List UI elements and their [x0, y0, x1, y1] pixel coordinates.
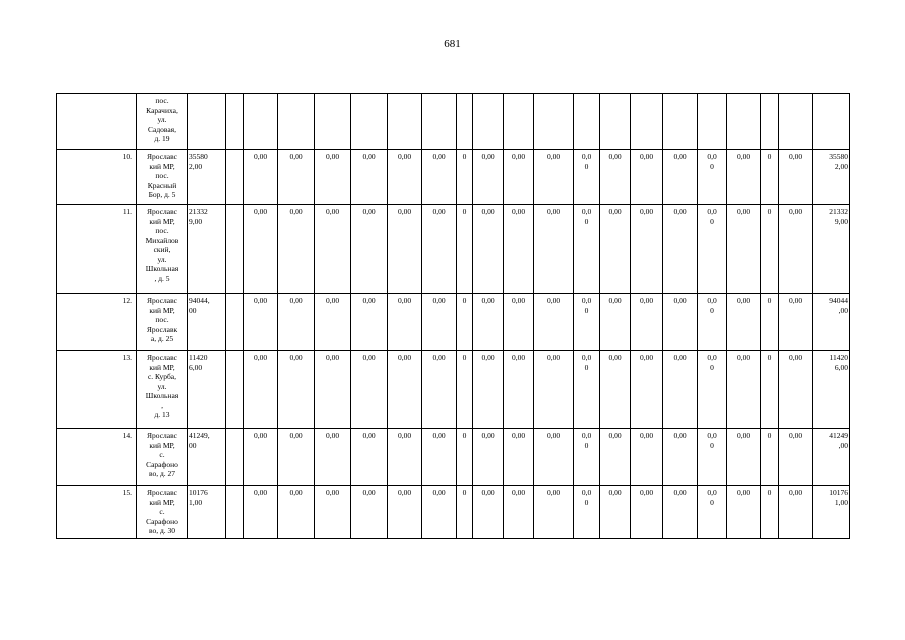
value-cell: 0,00	[422, 205, 457, 294]
value-cell: 0,00	[600, 205, 631, 294]
value-cell: 0,00	[422, 294, 457, 351]
row-number-cell: 13.	[57, 351, 137, 429]
value-cell: 0,00	[727, 486, 761, 539]
row-number-cell: 12.	[57, 294, 137, 351]
value-cell: 0,00	[663, 150, 698, 205]
total-cell: 41249, 00	[188, 429, 226, 486]
value-cell: 0,00	[473, 429, 504, 486]
value-cell: 0,00	[315, 205, 351, 294]
value-cell: 0,00	[351, 150, 388, 205]
total-cell: 21332 9,00	[188, 205, 226, 294]
value-cell: 0,00	[727, 429, 761, 486]
value-cell: 0,00	[534, 205, 574, 294]
row-number-cell: 14.	[57, 429, 137, 486]
value-cell: 0	[457, 205, 473, 294]
value-cell: 0,00	[244, 486, 278, 539]
value-cell: 0,0 0	[698, 351, 727, 429]
table-row	[57, 294, 850, 351]
value-cell: 0,00	[315, 150, 351, 205]
total-cell: 35580 2,00	[188, 150, 226, 205]
value-cell: 0	[457, 150, 473, 205]
row-number-cell	[57, 94, 137, 150]
value-cell: 0	[761, 351, 779, 429]
value-cell: 0,00	[473, 205, 504, 294]
value-cell: 0,00	[600, 294, 631, 351]
value-cell: 0	[761, 294, 779, 351]
value-cell: 0,00	[779, 486, 813, 539]
value-cell: 0,00	[278, 205, 315, 294]
value-cell: 0,00	[278, 486, 315, 539]
value-cell: 0,00	[388, 429, 422, 486]
value-cell: 0,00	[244, 294, 278, 351]
value-cell: 0,00	[351, 205, 388, 294]
value-cell: 0,0 0	[574, 150, 600, 205]
value-cell: 0,00	[631, 294, 663, 351]
value-cell: 0	[457, 351, 473, 429]
address-cell: пос. Карачиха, ул. Садовая, д. 19	[137, 94, 188, 150]
value-cell: 0,00	[388, 150, 422, 205]
value-cell	[226, 351, 244, 429]
value-cell: 0,00	[600, 429, 631, 486]
value-cell	[226, 150, 244, 205]
value-cell: 0	[761, 205, 779, 294]
value-cell: 0,00	[422, 351, 457, 429]
address-cell: Ярославс кий МР, пос. Михайлов ский, ул. Школьная , д. 5	[137, 205, 188, 294]
value-cell: 0,00	[278, 429, 315, 486]
end-total-cell: 41249 ,00	[813, 429, 850, 486]
row-number-cell: 11.	[57, 205, 137, 294]
value-cell: 0,00	[779, 205, 813, 294]
value-cell: 0	[457, 429, 473, 486]
end-total-cell: 10176 1,00	[813, 486, 850, 539]
value-cell: 0,0 0	[698, 205, 727, 294]
value-cell: 0,00	[422, 429, 457, 486]
value-cell: 0,00	[727, 351, 761, 429]
value-cell: 0,00	[244, 205, 278, 294]
row-number-cell: 15.	[57, 486, 137, 539]
value-cell: 0,00	[631, 205, 663, 294]
value-cell: 0,00	[534, 351, 574, 429]
value-cell: 0	[761, 429, 779, 486]
value-cell: 0,00	[473, 351, 504, 429]
value-cell: 0,00	[504, 294, 534, 351]
value-cell: 0,00	[600, 351, 631, 429]
address-cell: Ярославс кий МР, пос. Ярославк а, д. 25	[137, 294, 188, 351]
value-cell: 0,00	[351, 294, 388, 351]
value-cell: 0,00	[388, 486, 422, 539]
value-cell: 0,00	[388, 294, 422, 351]
value-cell: 0,00	[727, 150, 761, 205]
row-number-cell: 10.	[57, 150, 137, 205]
total-cell: 10176 1,00	[188, 486, 226, 539]
value-cell: 0,0 0	[698, 486, 727, 539]
end-total-cell: 94044 ,00	[813, 294, 850, 351]
value-cell: 0,00	[351, 486, 388, 539]
value-cell: 0,00	[779, 429, 813, 486]
end-total-cell: 21332 9,00	[813, 205, 850, 294]
end-total-cell: 11420 6,00	[813, 351, 850, 429]
address-cell: Ярославс кий МР, с. Курба, ул. Школьная , д. 13	[137, 351, 188, 429]
value-cell: 0,00	[779, 351, 813, 429]
value-cell: 0,00	[631, 351, 663, 429]
value-cell: 0,0 0	[574, 294, 600, 351]
table-row	[57, 94, 850, 150]
value-cell: 0,00	[422, 150, 457, 205]
value-cell: 0,00	[663, 351, 698, 429]
total-cell: 11420 6,00	[188, 351, 226, 429]
value-cell: 0,00	[422, 486, 457, 539]
value-cell: 0,00	[631, 429, 663, 486]
address-cell: Ярославс кий МР, с. Сарафоно во, д. 27	[137, 429, 188, 486]
value-cell: 0,00	[600, 150, 631, 205]
value-cell: 0,00	[504, 150, 534, 205]
value-cell: 0,0 0	[698, 294, 727, 351]
value-cell: 0,00	[244, 429, 278, 486]
value-cell: 0,00	[388, 351, 422, 429]
total-cell: 94044, 00	[188, 294, 226, 351]
table-row	[57, 351, 850, 429]
value-cell	[226, 429, 244, 486]
value-cell: 0,00	[504, 351, 534, 429]
value-cell: 0	[761, 486, 779, 539]
value-cell: 0,00	[534, 294, 574, 351]
value-cell: 0,00	[663, 294, 698, 351]
value-cell: 0,00	[727, 205, 761, 294]
value-cell: 0,00	[631, 150, 663, 205]
table-row	[57, 486, 850, 539]
data-table	[56, 93, 850, 539]
value-cell: 0,00	[278, 351, 315, 429]
table-row	[57, 205, 850, 294]
value-cell: 0,00	[278, 294, 315, 351]
value-cell: 0,00	[315, 351, 351, 429]
value-cell: 0,00	[663, 486, 698, 539]
value-cell: 0,00	[663, 429, 698, 486]
value-cell: 0,00	[534, 429, 574, 486]
value-cell: 0,00	[779, 294, 813, 351]
value-cell: 0,00	[534, 150, 574, 205]
table-row	[57, 150, 850, 205]
value-cell: 0,00	[244, 351, 278, 429]
value-cell: 0,00	[727, 294, 761, 351]
value-cell: 0,00	[351, 351, 388, 429]
value-cell: 0,00	[244, 150, 278, 205]
value-cell: 0,00	[663, 205, 698, 294]
value-cell: 0,00	[388, 205, 422, 294]
value-cell	[226, 294, 244, 351]
value-cell: 0	[457, 294, 473, 351]
value-cell: 0,00	[779, 150, 813, 205]
value-cell: 0,00	[315, 429, 351, 486]
value-cell: 0,00	[600, 486, 631, 539]
value-cell: 0,00	[504, 486, 534, 539]
value-cell: 0,00	[504, 205, 534, 294]
value-cell: 0,00	[278, 150, 315, 205]
value-cell: 0,00	[315, 486, 351, 539]
value-cell: 0	[761, 150, 779, 205]
value-cell: 0,0 0	[574, 429, 600, 486]
page-number: 681	[444, 38, 461, 50]
value-cell: 0,0 0	[574, 351, 600, 429]
value-cell: 0,00	[631, 486, 663, 539]
value-cell: 0,00	[351, 429, 388, 486]
address-cell: Ярославс кий МР, с. Сарафоно во, д. 30	[137, 486, 188, 539]
value-cell: 0,0 0	[698, 150, 727, 205]
end-total-cell: 35580 2,00	[813, 150, 850, 205]
value-cell: 0,00	[534, 486, 574, 539]
value-cell: 0,00	[504, 429, 534, 486]
value-cell: 0,0 0	[574, 205, 600, 294]
value-cell: 0,0 0	[698, 429, 727, 486]
value-cell: 0,00	[473, 294, 504, 351]
value-cell: 0,00	[315, 294, 351, 351]
table-row	[57, 429, 850, 486]
value-cell: 0,0 0	[574, 486, 600, 539]
value-cell: 0	[457, 486, 473, 539]
value-cell: 0,00	[473, 150, 504, 205]
value-cell	[226, 205, 244, 294]
value-cell	[226, 486, 244, 539]
value-cell: 0,00	[473, 486, 504, 539]
address-cell: Ярославс кий МР, пос. Красный Бор, д. 5	[137, 150, 188, 205]
